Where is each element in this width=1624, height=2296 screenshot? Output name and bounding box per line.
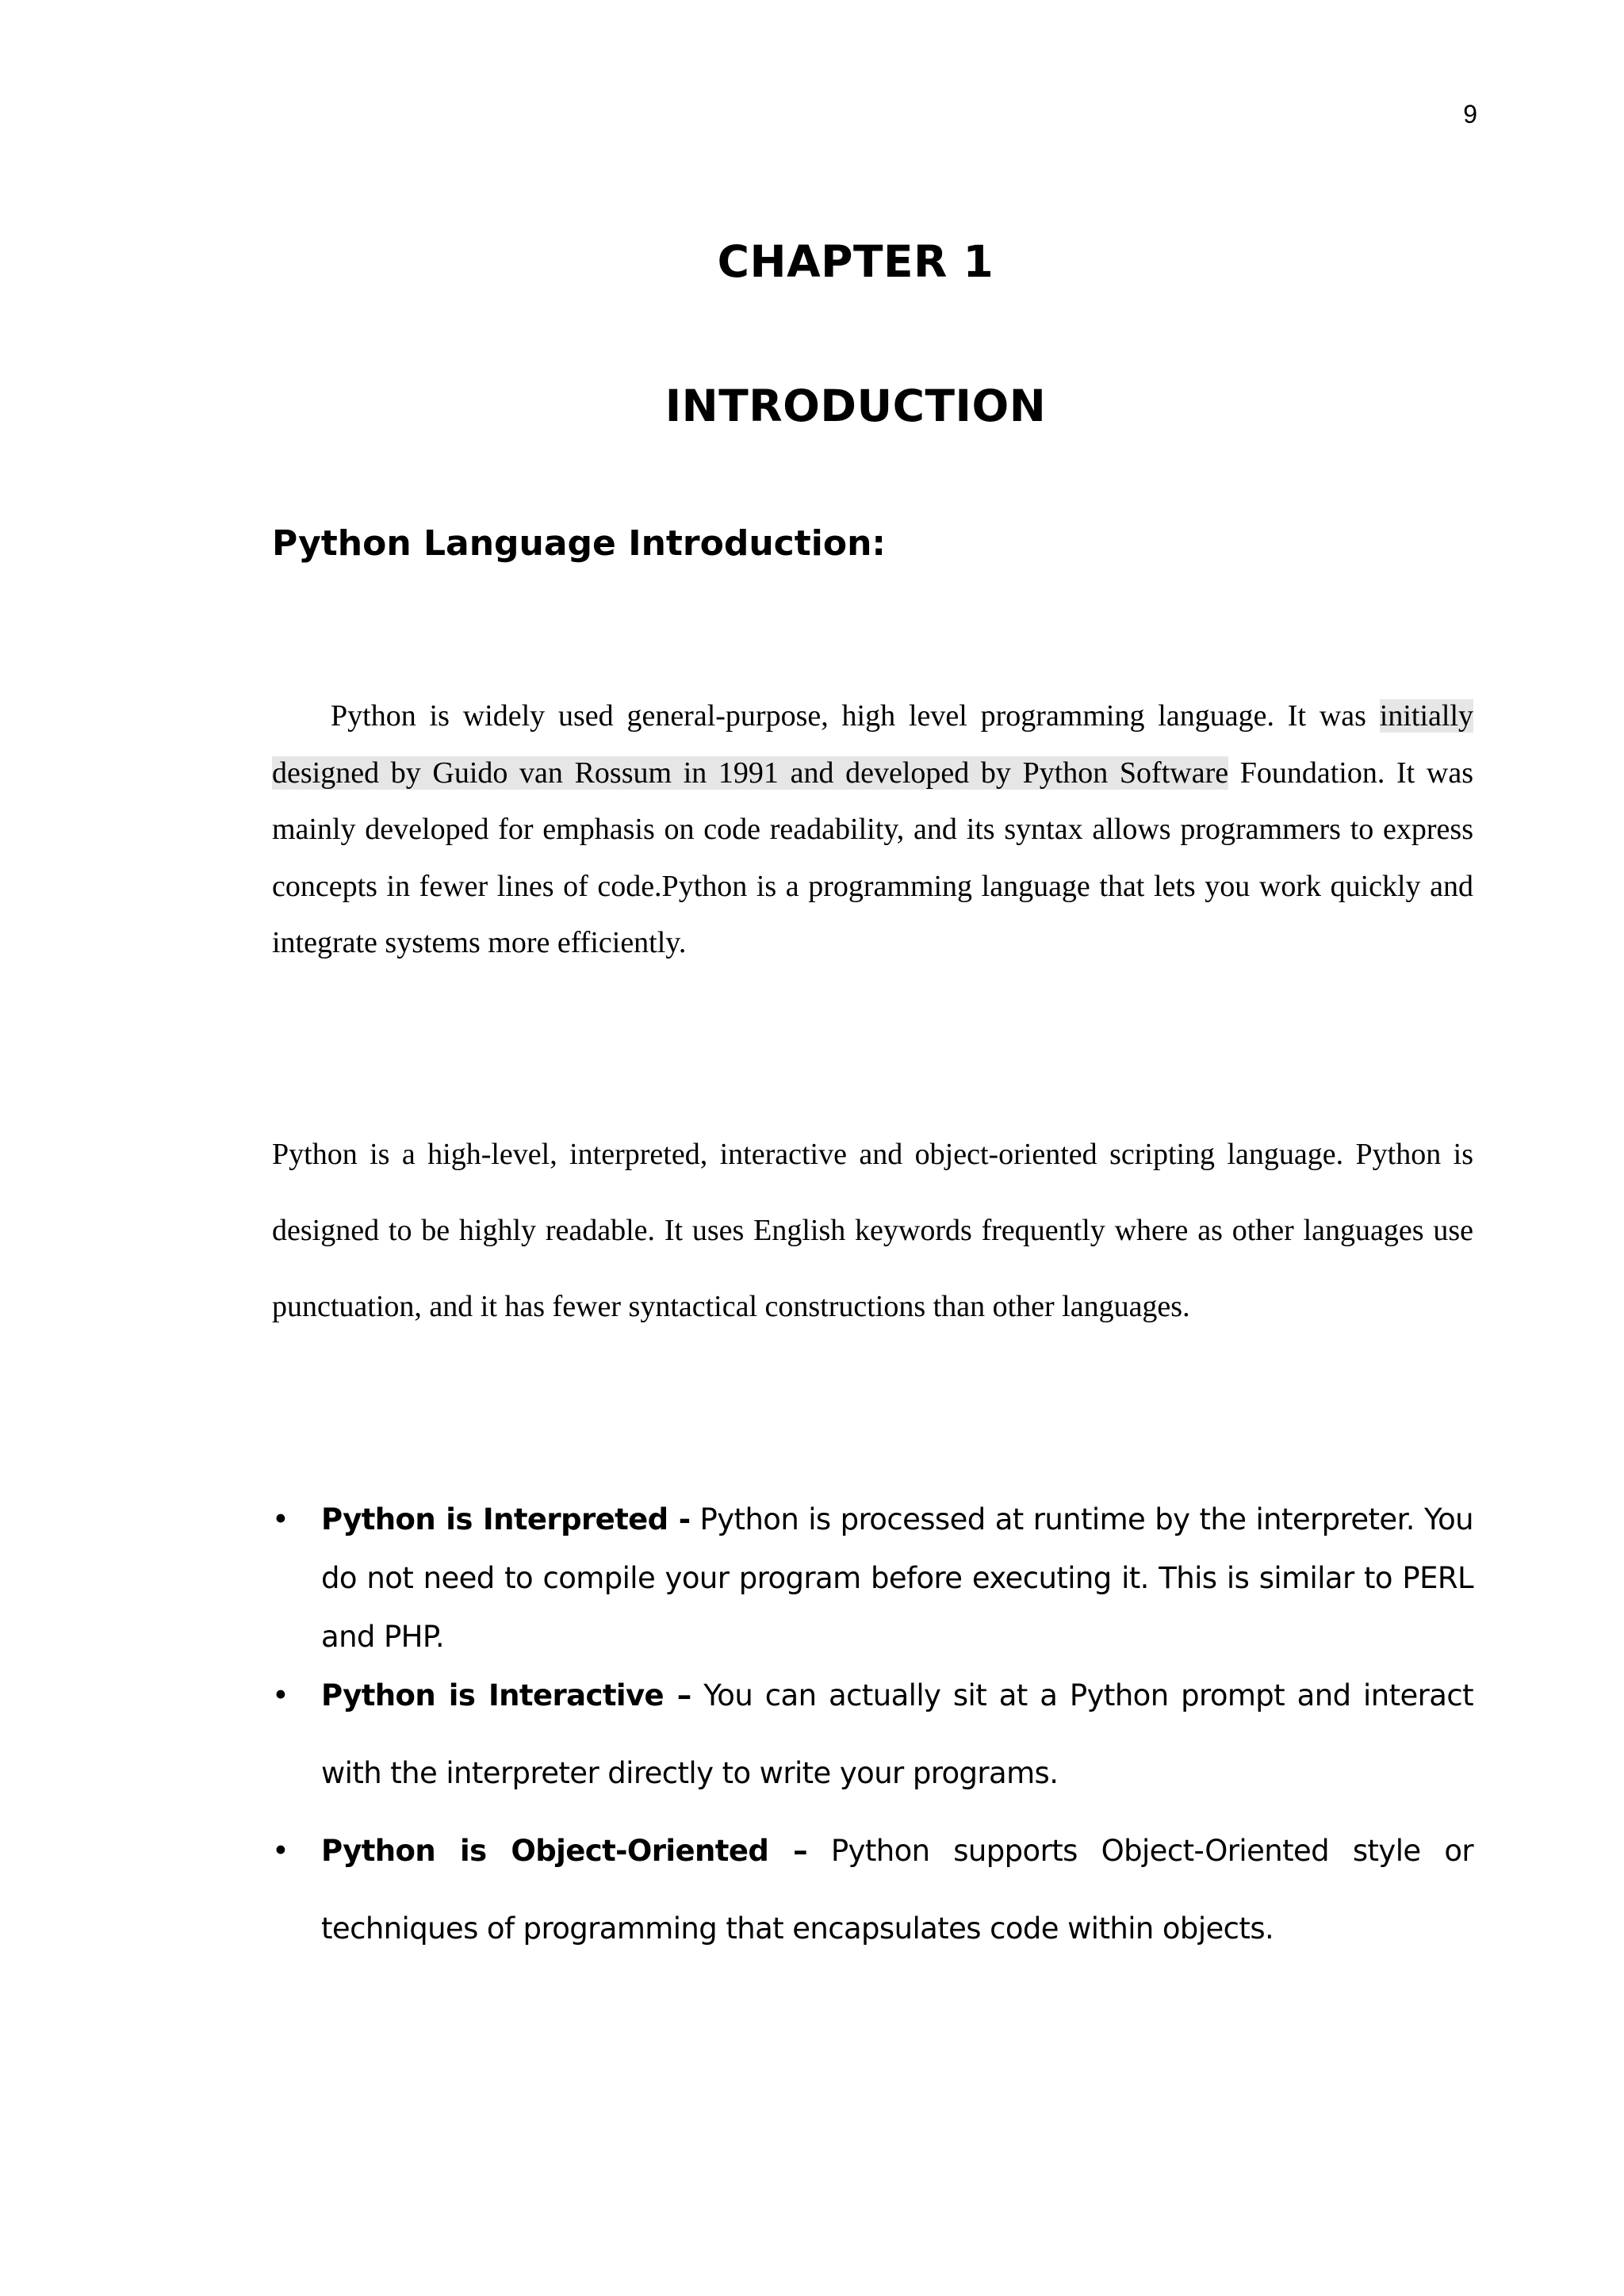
bullet-icon: • [272,1502,289,1536]
intro-paragraph-line1: Python is widely used general-purpose, high level programming language. It was [331,699,1366,733]
bullet-label: Python is Object-Oriented – [321,1834,808,1868]
list-item [272,1657,1473,1812]
features-list [272,1490,1473,1968]
bullet-text: Python supports Object-Oriented style or techniques of programming that encapsulates code within objects. [321,1834,1473,1946]
page-number: 9 [1463,100,1477,128]
list-item [272,1812,1473,1968]
bullet-label: Python is Interactive – [321,1678,691,1712]
section-heading: Python Language Introduction: [272,523,887,564]
bullet-label: Python is Interpreted - [321,1502,691,1536]
intro-paragraph-rest: Foundation. It was mainly developed for emphasis on code readability, and its syntax allows programmers to express concepts in fewer lines of code.Python is a programming language that lets you work quickly and integrate systems more efficiently. [272,756,1473,959]
bullet-text: Python is processed at runtime by the interpreter. You do not need to compile your program before executing it. This is similar to PERL and PHP. [321,1502,1473,1654]
description-paragraph: Python is a high-level, interpreted, interactive and object-oriented scripting language. Python is designed to be highly readable. It uses English keywords frequently where as other languages use punctuation, and it has fewer syntactical constructions than other languages. [272,1138,1473,1323]
bullet-text: You can actually sit at a Python prompt and interact with the interpreter directly to write your programs. [321,1678,1473,1790]
list-item [272,1490,1473,1667]
chapter-label: CHAPTER 1 [717,236,994,287]
highlighted-text: initially designed by Guido van Rossum in 1991 and developed by Python Software [272,699,1474,790]
chapter-title: INTRODUCTION [665,381,1047,431]
intro-paragraph [272,688,1473,972]
bullet-icon: • [272,1834,289,1868]
bullet-icon: • [272,1678,289,1712]
